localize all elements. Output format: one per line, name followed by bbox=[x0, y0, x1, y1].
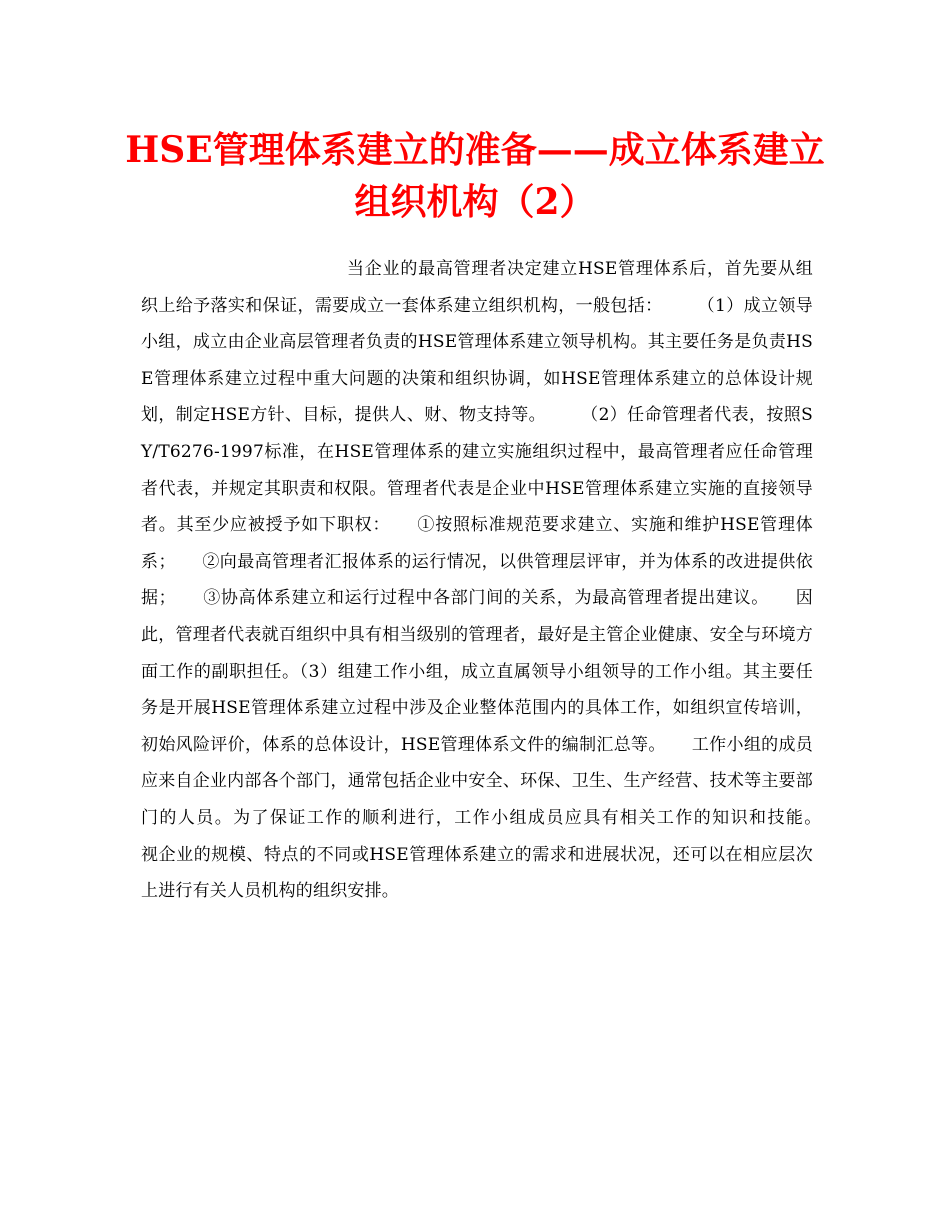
document-title bbox=[100, 124, 850, 228]
title-line-2: 组织机构（2） bbox=[354, 181, 596, 223]
title-line-1: HSE管理体系建立的准备——成立体系建立 bbox=[125, 129, 825, 171]
body-paragraph: 当企业的最高管理者决定建立HSE管理体系后，首先要从组织上给予落实和保证，需要成立一套体系建立组织机构，一般包括： （1）成立领导小组，成立由企业高层管理者负责的HSE管理体系建立领导机构。其主要任务是负责HSE管理体系建立过程中重大问题的决策和组织协调，如HSE管理体系建立的总体设计规划，制定HSE方针、目标，提供人、财、物支持等。 （2）任命管理者代表，按照SY/T6276-1997标准，在HSE管理体系的建立实施组织过程中，最高管理者应任命管理者代表，并规定其职责和权限。管理者代表是企业中HSE管理体系建立实施的直接领导者。其至少应被授予如下职权： ①按照标准规范要求建立、实施和维护HSE管理体系； ②向最高管理者汇报体系的运行情况，以供管理层评审，并为体系的改进提供依据； ③协高体系建立和运行过程中各部门间的关系，为最高管理者提出建议。 因此，管理者代表就百组织中具有相当级别的管理者，最好是主管企业健康、安全与环境方面工作的副职担任。（3）组建工作小组，成立直属领导小组领导的工作小组。其主要任务是开展HSE管理体系建立过程中涉及企业整体范围内的具体工作，如组织宣传培训，初始风险评价，体系的总体设计，HSE管理体系文件的编制汇总等。 工作小组的成员应来自企业内部各个部门，通常包括企业中安全、环保、卫生、生产经营、技术等主要部门的人员。为了保证工作的顺利进行，工作小组成员应具有相关工作的知识和技能。 视企业的规模、特点的不同或HSE管理体系建立的需求和进展状况，还可以在相应层次上进行有关人员机构的组织安排。 bbox=[141, 259, 848, 902]
